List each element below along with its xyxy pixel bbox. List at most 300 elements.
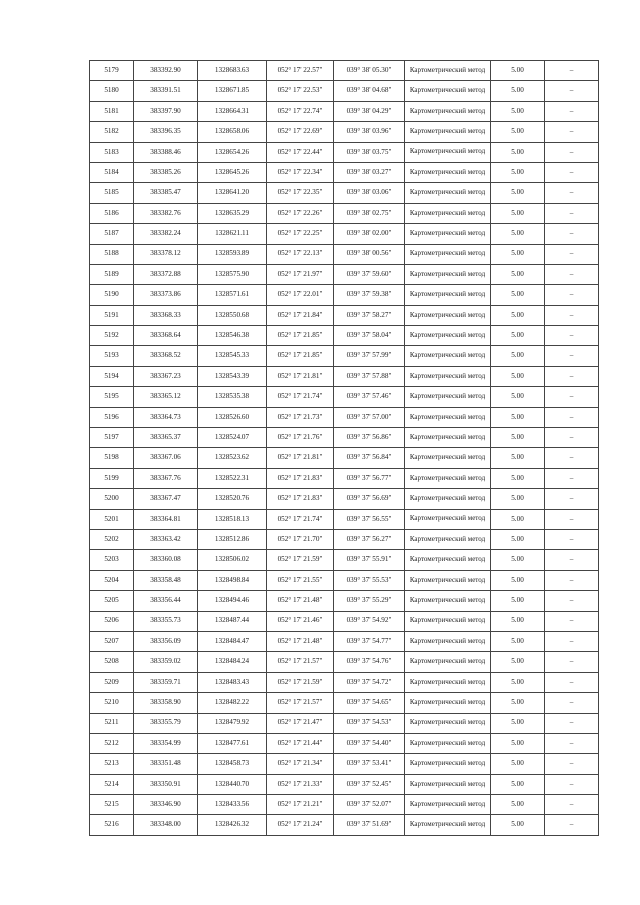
note-cell: – <box>545 305 599 325</box>
y-coordinate-cell: 1328484.47 <box>198 631 267 651</box>
latitude-cell: 052° 17' 22.57" <box>267 61 334 81</box>
x-coordinate-cell: 383397.90 <box>134 101 198 121</box>
accuracy-cell: 5.00 <box>491 61 545 81</box>
note-cell: – <box>545 61 599 81</box>
x-coordinate-cell: 383364.81 <box>134 509 198 529</box>
point-number-cell: 5191 <box>90 305 134 325</box>
table-row <box>90 203 599 223</box>
latitude-cell: 052° 17' 22.53" <box>267 81 334 101</box>
x-coordinate-cell: 383350.91 <box>134 774 198 794</box>
method-cell: Картометрический метод <box>405 529 491 549</box>
table-row <box>90 101 599 121</box>
x-coordinate-cell: 383356.09 <box>134 631 198 651</box>
method-cell: Картометрический метод <box>405 142 491 162</box>
point-number-cell: 5189 <box>90 264 134 284</box>
note-cell: – <box>545 224 599 244</box>
point-number-cell: 5200 <box>90 489 134 509</box>
x-coordinate-cell: 383363.42 <box>134 529 198 549</box>
longitude-cell: 039° 37' 57.00" <box>334 407 405 427</box>
longitude-cell: 039° 37' 54.92" <box>334 611 405 631</box>
method-cell: Картометрический метод <box>405 754 491 774</box>
note-cell: – <box>545 754 599 774</box>
accuracy-cell: 5.00 <box>491 550 545 570</box>
point-number-cell: 5210 <box>90 693 134 713</box>
latitude-cell: 052° 17' 21.57" <box>267 693 334 713</box>
accuracy-cell: 5.00 <box>491 672 545 692</box>
table-row <box>90 387 599 407</box>
latitude-cell: 052° 17' 21.74" <box>267 387 334 407</box>
longitude-cell: 039° 37' 53.41" <box>334 754 405 774</box>
point-number-cell: 5205 <box>90 591 134 611</box>
x-coordinate-cell: 383382.76 <box>134 203 198 223</box>
note-cell: – <box>545 795 599 815</box>
table-row <box>90 509 599 529</box>
accuracy-cell: 5.00 <box>491 529 545 549</box>
method-cell: Картометрический метод <box>405 631 491 651</box>
point-number-cell: 5180 <box>90 81 134 101</box>
y-coordinate-cell: 1328593.89 <box>198 244 267 264</box>
method-cell: Картометрический метод <box>405 774 491 794</box>
table-row <box>90 264 599 284</box>
longitude-cell: 039° 37' 54.76" <box>334 652 405 672</box>
method-cell: Картометрический метод <box>405 183 491 203</box>
point-number-cell: 5197 <box>90 428 134 448</box>
y-coordinate-cell: 1328683.63 <box>198 61 267 81</box>
y-coordinate-cell: 1328458.73 <box>198 754 267 774</box>
point-number-cell: 5208 <box>90 652 134 672</box>
point-number-cell: 5186 <box>90 203 134 223</box>
latitude-cell: 052° 17' 21.85" <box>267 326 334 346</box>
point-number-cell: 5213 <box>90 754 134 774</box>
method-cell: Картометрический метод <box>405 346 491 366</box>
point-number-cell: 5207 <box>90 631 134 651</box>
table-row <box>90 142 599 162</box>
note-cell: – <box>545 428 599 448</box>
y-coordinate-cell: 1328664.31 <box>198 101 267 121</box>
method-cell: Картометрический метод <box>405 224 491 244</box>
y-coordinate-cell: 1328479.92 <box>198 713 267 733</box>
x-coordinate-cell: 383396.35 <box>134 122 198 142</box>
longitude-cell: 039° 37' 54.40" <box>334 733 405 753</box>
table-row <box>90 326 599 346</box>
note-cell: – <box>545 264 599 284</box>
point-number-cell: 5203 <box>90 550 134 570</box>
longitude-cell: 039° 37' 52.07" <box>334 795 405 815</box>
accuracy-cell: 5.00 <box>491 224 545 244</box>
y-coordinate-cell: 1328518.13 <box>198 509 267 529</box>
latitude-cell: 052° 17' 22.26" <box>267 203 334 223</box>
x-coordinate-cell: 383348.00 <box>134 815 198 835</box>
note-cell: – <box>545 672 599 692</box>
table-row <box>90 122 599 142</box>
latitude-cell: 052° 17' 21.84" <box>267 305 334 325</box>
latitude-cell: 052° 17' 21.81" <box>267 366 334 386</box>
longitude-cell: 039° 38' 03.27" <box>334 162 405 182</box>
latitude-cell: 052° 17' 22.35" <box>267 183 334 203</box>
point-number-cell: 5204 <box>90 570 134 590</box>
accuracy-cell: 5.00 <box>491 305 545 325</box>
x-coordinate-cell: 383378.12 <box>134 244 198 264</box>
point-number-cell: 5181 <box>90 101 134 121</box>
accuracy-cell: 5.00 <box>491 570 545 590</box>
note-cell: – <box>545 366 599 386</box>
note-cell: – <box>545 285 599 305</box>
latitude-cell: 052° 17' 22.13" <box>267 244 334 264</box>
longitude-cell: 039° 37' 58.04" <box>334 326 405 346</box>
accuracy-cell: 5.00 <box>491 652 545 672</box>
latitude-cell: 052° 17' 21.44" <box>267 733 334 753</box>
latitude-cell: 052° 17' 21.81" <box>267 448 334 468</box>
point-number-cell: 5206 <box>90 611 134 631</box>
y-coordinate-cell: 1328440.70 <box>198 774 267 794</box>
accuracy-cell: 5.00 <box>491 244 545 264</box>
method-cell: Картометрический метод <box>405 203 491 223</box>
longitude-cell: 039° 37' 59.38" <box>334 285 405 305</box>
latitude-cell: 052° 17' 21.55" <box>267 570 334 590</box>
latitude-cell: 052° 17' 21.33" <box>267 774 334 794</box>
longitude-cell: 039° 37' 55.91" <box>334 550 405 570</box>
point-number-cell: 5199 <box>90 468 134 488</box>
note-cell: – <box>545 550 599 570</box>
x-coordinate-cell: 383365.37 <box>134 428 198 448</box>
x-coordinate-cell: 383354.99 <box>134 733 198 753</box>
x-coordinate-cell: 383367.23 <box>134 366 198 386</box>
x-coordinate-cell: 383346.90 <box>134 795 198 815</box>
accuracy-cell: 5.00 <box>491 142 545 162</box>
longitude-cell: 039° 37' 56.69" <box>334 489 405 509</box>
point-number-cell: 5211 <box>90 713 134 733</box>
table-row <box>90 774 599 794</box>
method-cell: Картометрический метод <box>405 244 491 264</box>
x-coordinate-cell: 383373.86 <box>134 285 198 305</box>
x-coordinate-cell: 383382.24 <box>134 224 198 244</box>
x-coordinate-cell: 383367.76 <box>134 468 198 488</box>
table-row <box>90 224 599 244</box>
longitude-cell: 039° 37' 55.29" <box>334 591 405 611</box>
x-coordinate-cell: 383385.47 <box>134 183 198 203</box>
longitude-cell: 039° 38' 04.68" <box>334 81 405 101</box>
method-cell: Картометрический метод <box>405 591 491 611</box>
accuracy-cell: 5.00 <box>491 366 545 386</box>
accuracy-cell: 5.00 <box>491 795 545 815</box>
accuracy-cell: 5.00 <box>491 326 545 346</box>
y-coordinate-cell: 1328487.44 <box>198 611 267 631</box>
latitude-cell: 052° 17' 22.74" <box>267 101 334 121</box>
accuracy-cell: 5.00 <box>491 407 545 427</box>
method-cell: Картометрический метод <box>405 570 491 590</box>
latitude-cell: 052° 17' 22.69" <box>267 122 334 142</box>
note-cell: – <box>545 733 599 753</box>
y-coordinate-cell: 1328477.61 <box>198 733 267 753</box>
x-coordinate-cell: 383355.79 <box>134 713 198 733</box>
y-coordinate-cell: 1328522.31 <box>198 468 267 488</box>
latitude-cell: 052° 17' 21.24" <box>267 815 334 835</box>
longitude-cell: 039° 37' 56.27" <box>334 529 405 549</box>
y-coordinate-cell: 1328433.56 <box>198 795 267 815</box>
note-cell: – <box>545 693 599 713</box>
method-cell: Картометрический метод <box>405 509 491 529</box>
longitude-cell: 039° 37' 57.88" <box>334 366 405 386</box>
longitude-cell: 039° 37' 54.77" <box>334 631 405 651</box>
y-coordinate-cell: 1328635.29 <box>198 203 267 223</box>
y-coordinate-cell: 1328621.11 <box>198 224 267 244</box>
table-row <box>90 713 599 733</box>
accuracy-cell: 5.00 <box>491 611 545 631</box>
longitude-cell: 039° 37' 56.84" <box>334 448 405 468</box>
latitude-cell: 052° 17' 21.57" <box>267 652 334 672</box>
method-cell: Картометрический метод <box>405 468 491 488</box>
longitude-cell: 039° 38' 02.75" <box>334 203 405 223</box>
table-row <box>90 550 599 570</box>
method-cell: Картометрический метод <box>405 326 491 346</box>
x-coordinate-cell: 383372.88 <box>134 264 198 284</box>
note-cell: – <box>545 81 599 101</box>
table-row <box>90 489 599 509</box>
accuracy-cell: 5.00 <box>491 346 545 366</box>
y-coordinate-cell: 1328484.24 <box>198 652 267 672</box>
accuracy-cell: 5.00 <box>491 509 545 529</box>
longitude-cell: 039° 38' 00.56" <box>334 244 405 264</box>
point-number-cell: 5192 <box>90 326 134 346</box>
y-coordinate-cell: 1328575.90 <box>198 264 267 284</box>
latitude-cell: 052° 17' 21.34" <box>267 754 334 774</box>
x-coordinate-cell: 383367.47 <box>134 489 198 509</box>
x-coordinate-cell: 383356.44 <box>134 591 198 611</box>
note-cell: – <box>545 631 599 651</box>
accuracy-cell: 5.00 <box>491 81 545 101</box>
accuracy-cell: 5.00 <box>491 693 545 713</box>
note-cell: – <box>545 509 599 529</box>
table-row <box>90 305 599 325</box>
latitude-cell: 052° 17' 21.85" <box>267 346 334 366</box>
note-cell: – <box>545 774 599 794</box>
note-cell: – <box>545 346 599 366</box>
y-coordinate-cell: 1328426.32 <box>198 815 267 835</box>
y-coordinate-cell: 1328546.38 <box>198 326 267 346</box>
table-row <box>90 244 599 264</box>
longitude-cell: 039° 38' 04.29" <box>334 101 405 121</box>
longitude-cell: 039° 38' 03.06" <box>334 183 405 203</box>
table-row <box>90 407 599 427</box>
latitude-cell: 052° 17' 22.25" <box>267 224 334 244</box>
latitude-cell: 052° 17' 22.34" <box>267 162 334 182</box>
x-coordinate-cell: 383351.48 <box>134 754 198 774</box>
table-row <box>90 570 599 590</box>
x-coordinate-cell: 383355.73 <box>134 611 198 631</box>
y-coordinate-cell: 1328641.20 <box>198 183 267 203</box>
y-coordinate-cell: 1328494.46 <box>198 591 267 611</box>
longitude-cell: 039° 37' 59.60" <box>334 264 405 284</box>
point-number-cell: 5187 <box>90 224 134 244</box>
y-coordinate-cell: 1328483.43 <box>198 672 267 692</box>
longitude-cell: 039° 37' 56.86" <box>334 428 405 448</box>
latitude-cell: 052° 17' 21.21" <box>267 795 334 815</box>
table-row <box>90 795 599 815</box>
x-coordinate-cell: 383388.46 <box>134 142 198 162</box>
point-number-cell: 5190 <box>90 285 134 305</box>
note-cell: – <box>545 489 599 509</box>
coordinates-table <box>89 60 599 836</box>
method-cell: Картометрический метод <box>405 611 491 631</box>
x-coordinate-cell: 383364.73 <box>134 407 198 427</box>
longitude-cell: 039° 37' 52.45" <box>334 774 405 794</box>
method-cell: Картометрический метод <box>405 713 491 733</box>
accuracy-cell: 5.00 <box>491 162 545 182</box>
latitude-cell: 052° 17' 21.48" <box>267 631 334 651</box>
method-cell: Картометрический метод <box>405 672 491 692</box>
point-number-cell: 5214 <box>90 774 134 794</box>
accuracy-cell: 5.00 <box>491 448 545 468</box>
method-cell: Картометрический метод <box>405 815 491 835</box>
y-coordinate-cell: 1328571.61 <box>198 285 267 305</box>
x-coordinate-cell: 383385.26 <box>134 162 198 182</box>
y-coordinate-cell: 1328520.76 <box>198 489 267 509</box>
point-number-cell: 5209 <box>90 672 134 692</box>
y-coordinate-cell: 1328550.68 <box>198 305 267 325</box>
longitude-cell: 039° 37' 54.53" <box>334 713 405 733</box>
table-row <box>90 631 599 651</box>
latitude-cell: 052° 17' 21.47" <box>267 713 334 733</box>
table-row <box>90 428 599 448</box>
y-coordinate-cell: 1328523.62 <box>198 448 267 468</box>
point-number-cell: 5183 <box>90 142 134 162</box>
point-number-cell: 5198 <box>90 448 134 468</box>
x-coordinate-cell: 383368.64 <box>134 326 198 346</box>
method-cell: Картометрический метод <box>405 81 491 101</box>
accuracy-cell: 5.00 <box>491 733 545 753</box>
note-cell: – <box>545 142 599 162</box>
point-number-cell: 5195 <box>90 387 134 407</box>
x-coordinate-cell: 383358.48 <box>134 570 198 590</box>
method-cell: Картометрический метод <box>405 733 491 753</box>
point-number-cell: 5185 <box>90 183 134 203</box>
longitude-cell: 039° 37' 54.65" <box>334 693 405 713</box>
table-row <box>90 611 599 631</box>
table-row <box>90 183 599 203</box>
table-row <box>90 468 599 488</box>
table-row <box>90 529 599 549</box>
y-coordinate-cell: 1328498.84 <box>198 570 267 590</box>
table-row <box>90 366 599 386</box>
accuracy-cell: 5.00 <box>491 591 545 611</box>
x-coordinate-cell: 383391.51 <box>134 81 198 101</box>
point-number-cell: 5194 <box>90 366 134 386</box>
accuracy-cell: 5.00 <box>491 183 545 203</box>
method-cell: Картометрический метод <box>405 305 491 325</box>
point-number-cell: 5188 <box>90 244 134 264</box>
table-row <box>90 815 599 835</box>
note-cell: – <box>545 407 599 427</box>
method-cell: Картометрический метод <box>405 162 491 182</box>
latitude-cell: 052° 17' 21.59" <box>267 550 334 570</box>
table-row <box>90 693 599 713</box>
accuracy-cell: 5.00 <box>491 489 545 509</box>
x-coordinate-cell: 383359.71 <box>134 672 198 692</box>
y-coordinate-cell: 1328526.60 <box>198 407 267 427</box>
note-cell: – <box>545 387 599 407</box>
table-row <box>90 672 599 692</box>
note-cell: – <box>545 815 599 835</box>
table-row <box>90 61 599 81</box>
method-cell: Картометрический метод <box>405 264 491 284</box>
table-row <box>90 162 599 182</box>
note-cell: – <box>545 591 599 611</box>
point-number-cell: 5212 <box>90 733 134 753</box>
latitude-cell: 052° 17' 22.44" <box>267 142 334 162</box>
point-number-cell: 5196 <box>90 407 134 427</box>
longitude-cell: 039° 37' 51.69" <box>334 815 405 835</box>
note-cell: – <box>545 244 599 264</box>
accuracy-cell: 5.00 <box>491 774 545 794</box>
longitude-cell: 039° 38' 03.96" <box>334 122 405 142</box>
latitude-cell: 052° 17' 22.01" <box>267 285 334 305</box>
method-cell: Картометрический метод <box>405 366 491 386</box>
latitude-cell: 052° 17' 21.74" <box>267 509 334 529</box>
latitude-cell: 052° 17' 21.83" <box>267 489 334 509</box>
note-cell: – <box>545 122 599 142</box>
longitude-cell: 039° 37' 58.27" <box>334 305 405 325</box>
x-coordinate-cell: 383365.12 <box>134 387 198 407</box>
note-cell: – <box>545 713 599 733</box>
latitude-cell: 052° 17' 21.73" <box>267 407 334 427</box>
method-cell: Картометрический метод <box>405 407 491 427</box>
y-coordinate-cell: 1328482.22 <box>198 693 267 713</box>
longitude-cell: 039° 38' 05.30" <box>334 61 405 81</box>
x-coordinate-cell: 383360.08 <box>134 550 198 570</box>
point-number-cell: 5179 <box>90 61 134 81</box>
latitude-cell: 052° 17' 21.76" <box>267 428 334 448</box>
method-cell: Картометрический метод <box>405 652 491 672</box>
accuracy-cell: 5.00 <box>491 631 545 651</box>
note-cell: – <box>545 183 599 203</box>
method-cell: Картометрический метод <box>405 101 491 121</box>
table-row <box>90 448 599 468</box>
table-row <box>90 591 599 611</box>
accuracy-cell: 5.00 <box>491 101 545 121</box>
method-cell: Картометрический метод <box>405 795 491 815</box>
latitude-cell: 052° 17' 21.70" <box>267 529 334 549</box>
note-cell: – <box>545 529 599 549</box>
y-coordinate-cell: 1328524.07 <box>198 428 267 448</box>
accuracy-cell: 5.00 <box>491 122 545 142</box>
latitude-cell: 052° 17' 21.83" <box>267 468 334 488</box>
coordinates-table-body <box>90 61 599 836</box>
table-row <box>90 652 599 672</box>
table-row <box>90 81 599 101</box>
method-cell: Картометрический метод <box>405 428 491 448</box>
y-coordinate-cell: 1328658.06 <box>198 122 267 142</box>
y-coordinate-cell: 1328506.02 <box>198 550 267 570</box>
accuracy-cell: 5.00 <box>491 203 545 223</box>
point-number-cell: 5216 <box>90 815 134 835</box>
point-number-cell: 5193 <box>90 346 134 366</box>
accuracy-cell: 5.00 <box>491 468 545 488</box>
note-cell: – <box>545 652 599 672</box>
x-coordinate-cell: 383358.90 <box>134 693 198 713</box>
method-cell: Картометрический метод <box>405 387 491 407</box>
accuracy-cell: 5.00 <box>491 815 545 835</box>
note-cell: – <box>545 326 599 346</box>
longitude-cell: 039° 37' 57.99" <box>334 346 405 366</box>
longitude-cell: 039° 37' 56.55" <box>334 509 405 529</box>
x-coordinate-cell: 383392.90 <box>134 61 198 81</box>
x-coordinate-cell: 383368.52 <box>134 346 198 366</box>
note-cell: – <box>545 162 599 182</box>
table-row <box>90 754 599 774</box>
note-cell: – <box>545 468 599 488</box>
x-coordinate-cell: 383359.02 <box>134 652 198 672</box>
longitude-cell: 039° 37' 54.72" <box>334 672 405 692</box>
